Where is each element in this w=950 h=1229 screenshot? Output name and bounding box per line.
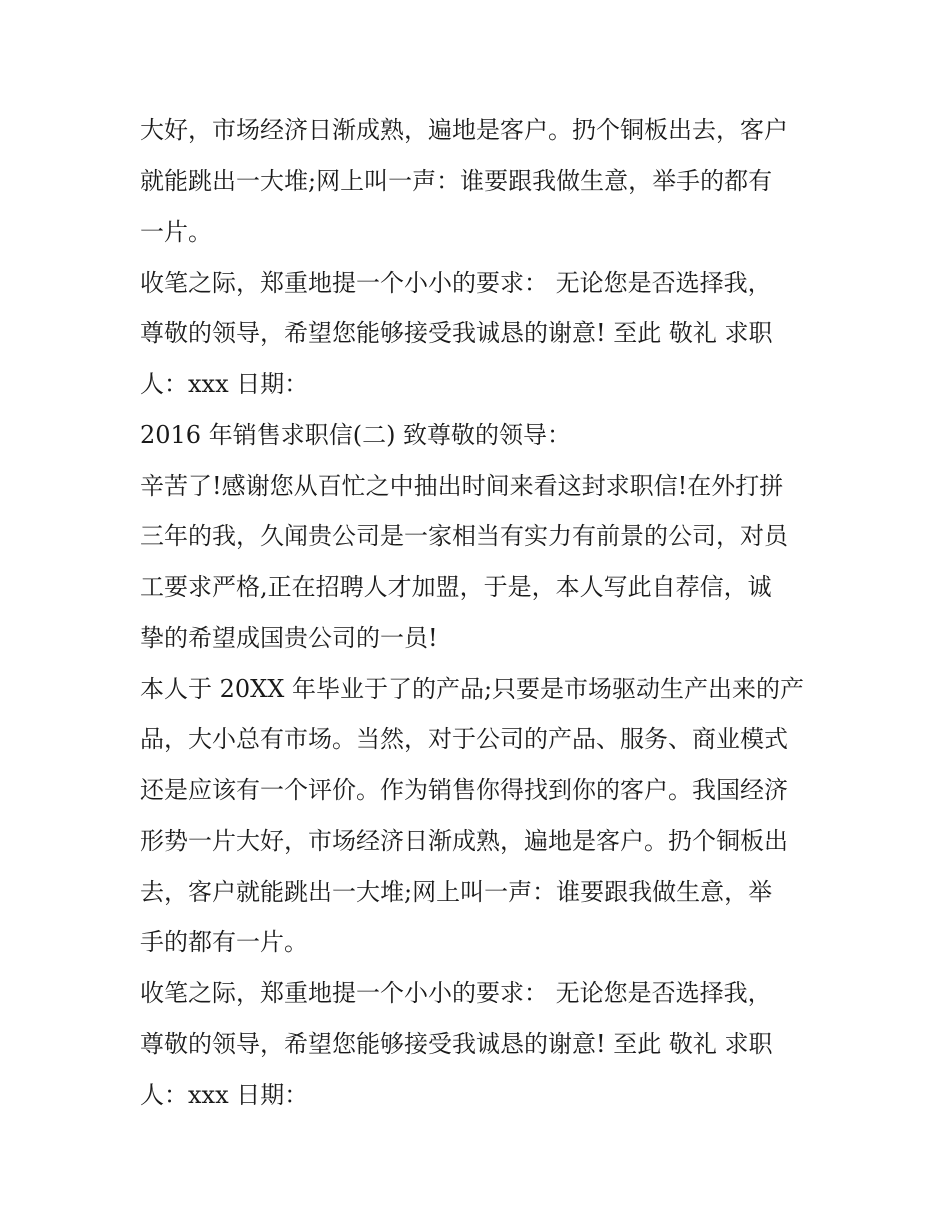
text-line: 人：xxx 日期：	[140, 370, 309, 398]
text-line: 工要求严格,正在招聘人才加盟，于是，本人写此自荐信，诚	[140, 573, 772, 601]
text-line: 一片。	[140, 218, 212, 246]
text-line: 手的都有一片。	[140, 928, 308, 956]
text-line: 形势一片大好，市场经济日渐成熟，遍地是客户。扔个铜板出	[140, 827, 788, 855]
text-line: 挚的希望成国贵公司的一员!	[140, 624, 438, 652]
text-line: 人：xxx 日期：	[140, 1081, 309, 1109]
text-line: 本人于 20XX 年毕业于了的产品;只要是市场驱动生产出来的产	[140, 675, 805, 703]
text-line: 三年的我，久闻贵公司是一家相当有实力有前景的公司，对员	[140, 522, 788, 550]
text-line: 辛苦了!感谢您从百忙之中抽出时间来看这封求职信!在外打拼	[140, 472, 784, 500]
text-line: 尊敬的领导，希望您能够接受我诚恳的谢意! 至此 敬礼 求职	[140, 319, 773, 347]
text-line: 尊敬的领导，希望您能够接受我诚恳的谢意! 至此 敬礼 求职	[140, 1030, 773, 1058]
text-line: 2016 年销售求职信(二) 致尊敬的领导：	[140, 421, 572, 449]
text-line: 收笔之际，郑重地提一个小小的要求： 无论您是否选择我，	[140, 269, 772, 297]
text-line: 收笔之际，郑重地提一个小小的要求： 无论您是否选择我，	[140, 979, 772, 1007]
text-line: 还是应该有一个评价。作为销售你得找到你的客户。我国经济	[140, 776, 788, 804]
text-line: 去，客户就能跳出一大堆;网上叫一声：谁要跟我做生意，举	[140, 878, 773, 906]
text-line: 品，大小总有市场。当然，对于公司的产品、服务、商业模式	[140, 725, 788, 753]
text-line: 就能跳出一大堆;网上叫一声：谁要跟我做生意，举手的都有	[140, 167, 773, 195]
text-line: 大好，市场经济日渐成熟，遍地是客户。扔个铜板出去，客户	[140, 116, 788, 144]
